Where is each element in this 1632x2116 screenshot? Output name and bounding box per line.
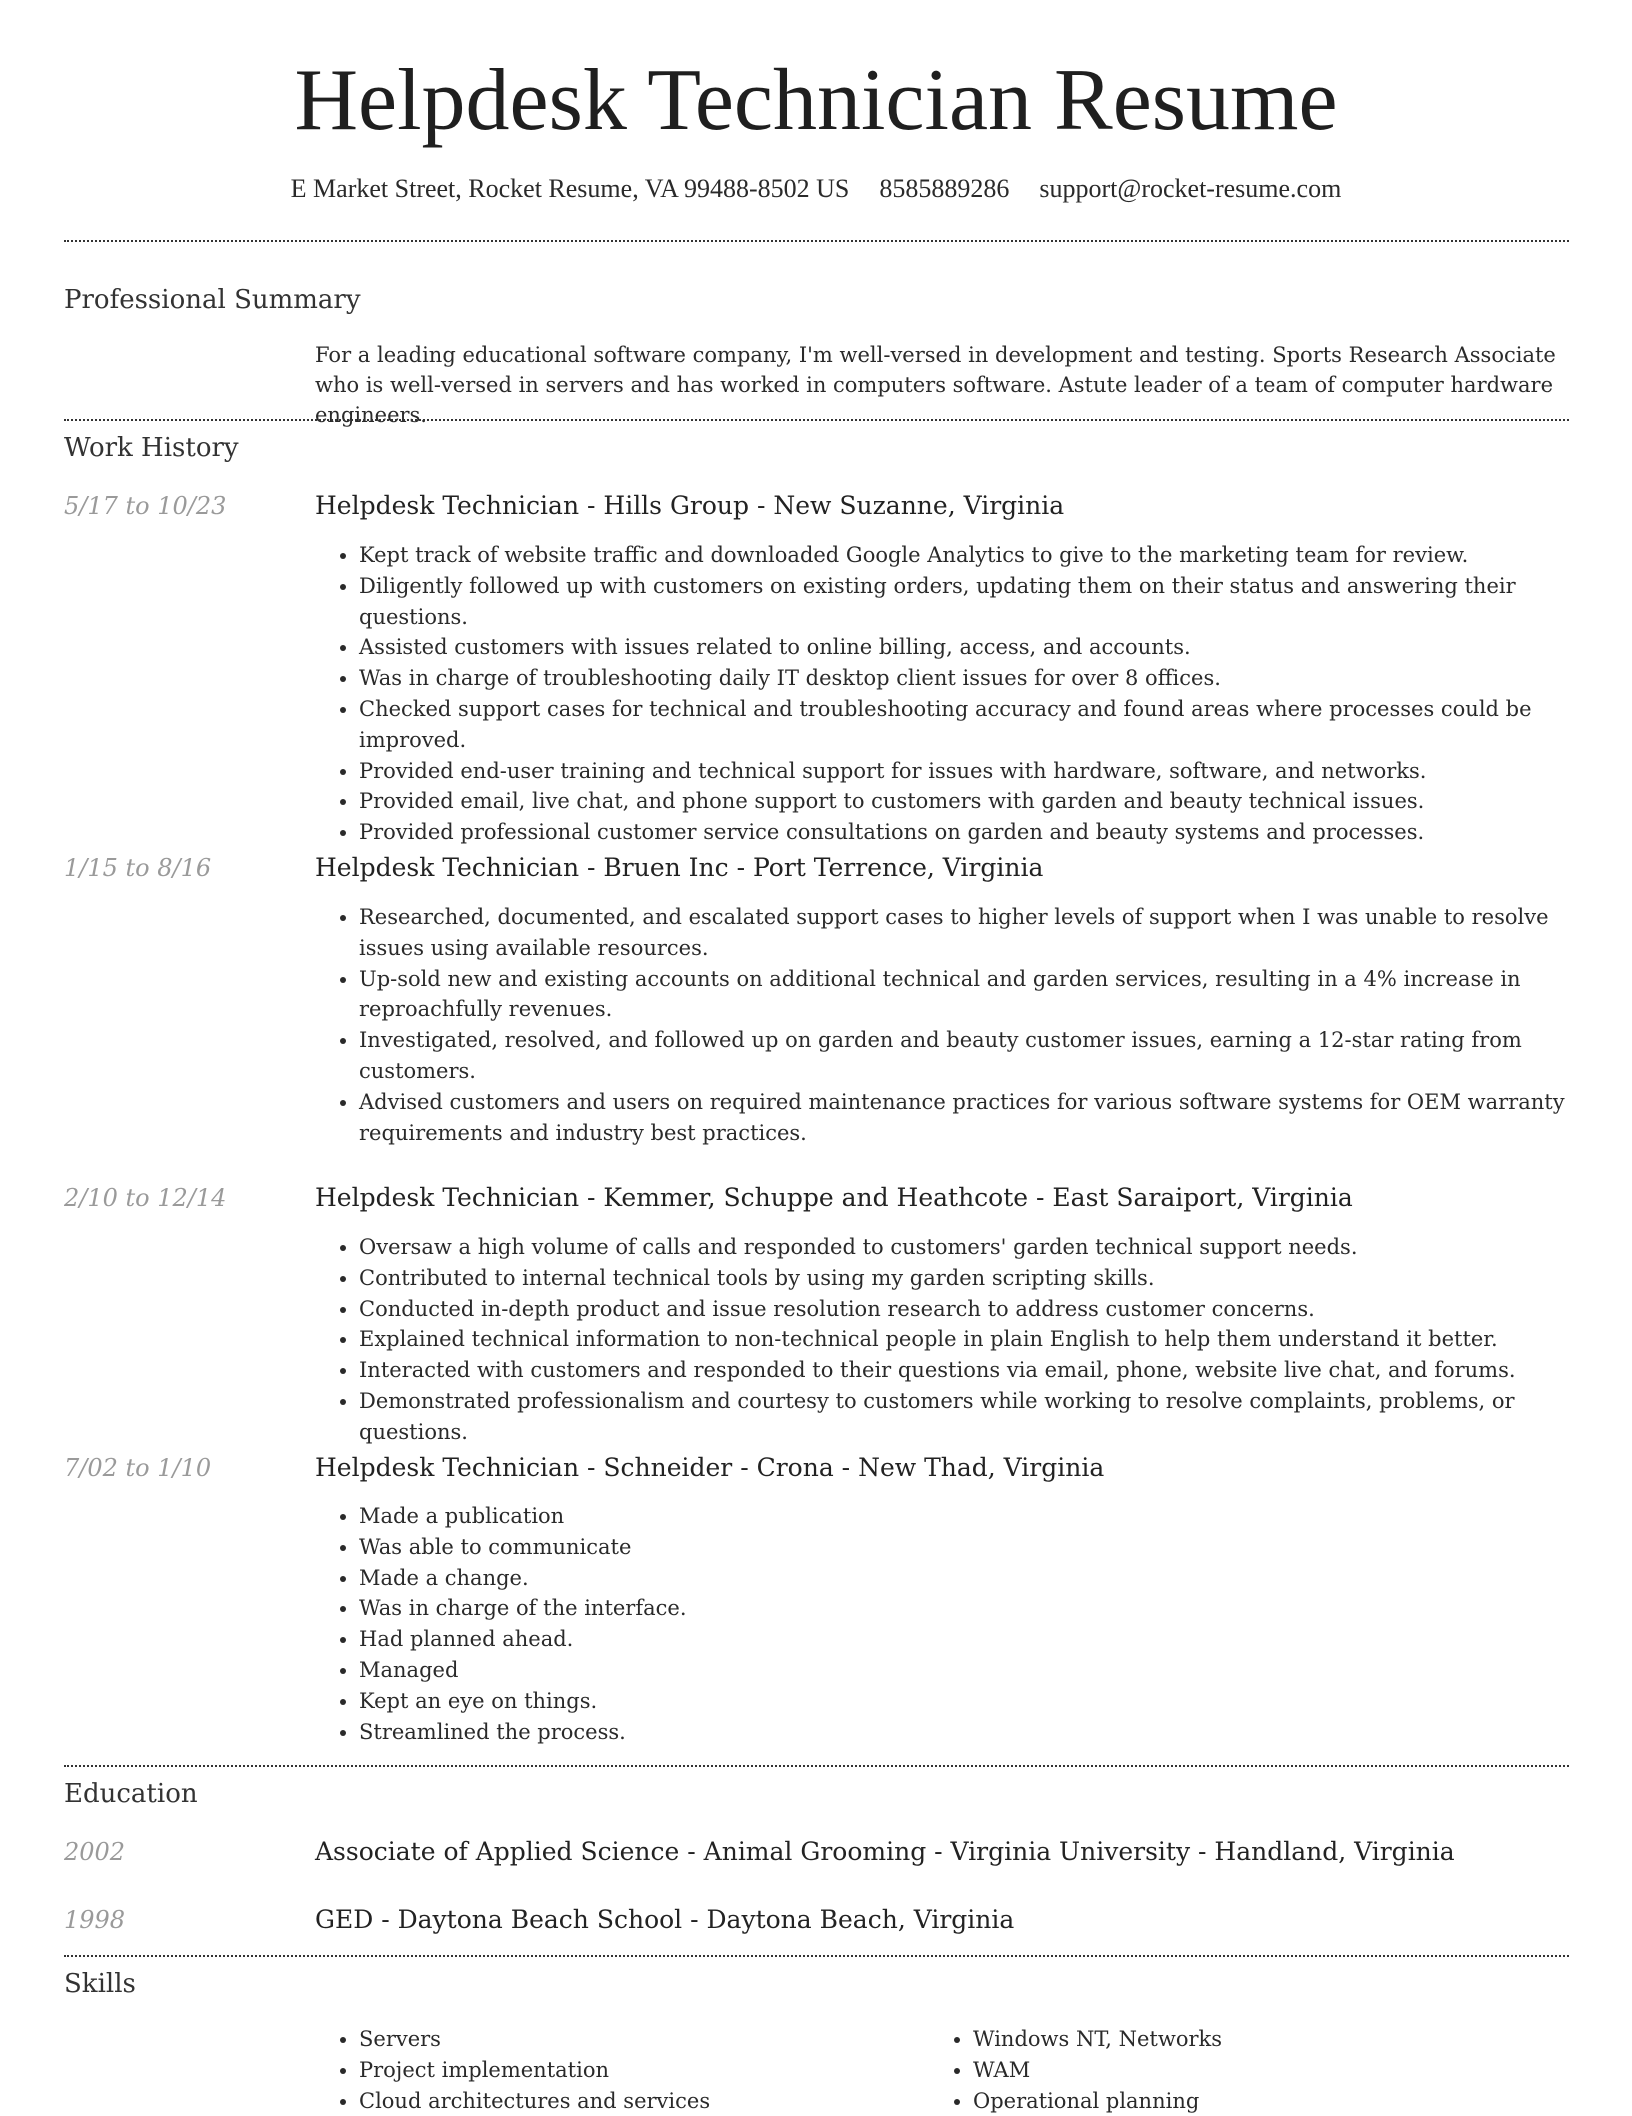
- job-bullet-list: [315, 1232, 1619, 1448]
- job-dates: 5/17 to 10/23: [64, 492, 227, 520]
- divider: [64, 240, 1569, 242]
- job-bullet: • Checked support cases for technical and troubleshooting accuracy and found areas where processes could be improved.: [359, 694, 1619, 756]
- job-bullet: • Was in charge of the interface.: [359, 1593, 1619, 1624]
- skill-item: • Cloud architectures and services: [359, 2086, 919, 2116]
- resume-title: Helpdesk Technician Resume: [294, 52, 1338, 149]
- summary-text: For a leading educational software company, I'm well-versed in development and testing. Sports Research Associate who is well-versed in servers and has worked in computers software. Astute leader of a team of computer hardware engineers.: [315, 343, 1556, 427]
- skills-heading: Skills: [64, 1969, 136, 1999]
- job-title: Helpdesk Technician - Kemmer, Schuppe and Heathcote - East Saraiport, Virginia: [315, 1183, 1353, 1212]
- work-history-heading: Work History: [64, 433, 239, 463]
- job-bullet: • Investigated, resolved, and followed up on garden and beauty customer issues, earning a 12-star rating from customers.: [359, 1025, 1619, 1087]
- skill-item: • Project implementation: [359, 2055, 919, 2086]
- education-year: 1998: [64, 1906, 126, 1934]
- job-bullet: • Provided email, live chat, and phone support to customers with garden and beauty technical issues.: [359, 786, 1619, 817]
- education-heading: Education: [64, 1779, 198, 1809]
- job-bullet: • Streamlined the process.: [359, 1717, 1619, 1748]
- education-year: 2002: [64, 1838, 126, 1866]
- divider: [64, 1955, 1569, 1957]
- skill-item: • Servers: [359, 2024, 919, 2055]
- divider: [64, 1765, 1569, 1767]
- job-dates: 1/15 to 8/16: [64, 854, 212, 882]
- job-bullet-list: [315, 1501, 1619, 1747]
- job-bullet: • Diligently followed up with customers on existing orders, updating them on their status and answering their questions.: [359, 571, 1619, 633]
- job-bullet: • Interacted with customers and responded to their questions via email, phone, website live chat, and forums.: [359, 1355, 1619, 1386]
- job-dates: 7/02 to 1/10: [64, 1454, 212, 1482]
- job-bullet: • Made a change.: [359, 1563, 1619, 1594]
- job-bullet: • Was able to communicate: [359, 1532, 1619, 1563]
- contact-email: support@rocket-resume.com: [1039, 174, 1342, 203]
- job-dates: 2/10 to 12/14: [64, 1184, 227, 1212]
- contact-address: E Market Street, Rocket Resume, VA 99488-8502 US: [290, 174, 850, 203]
- job-bullet-list: [315, 902, 1619, 1148]
- job-bullet: • Had planned ahead.: [359, 1624, 1619, 1655]
- contact-phone: 8585889286: [879, 174, 1010, 203]
- skill-item: • Operational planning: [973, 2086, 1573, 2116]
- job-bullet: • Was in charge of troubleshooting daily IT desktop client issues for over 8 offices.: [359, 663, 1619, 694]
- job-title: Helpdesk Technician - Schneider - Crona - New Thad, Virginia: [315, 1453, 1105, 1482]
- job-bullet: • Assisted customers with issues related to online billing, access, and accounts.: [359, 632, 1619, 663]
- divider: [64, 419, 1569, 421]
- job-bullet: • Made a publication: [359, 1501, 1619, 1532]
- skills-list-left: [315, 2024, 919, 2116]
- skill-item: • Windows NT, Networks: [973, 2024, 1573, 2055]
- job-bullet: • Researched, documented, and escalated support cases to higher levels of support when I was unable to resolve issues using available resources.: [359, 902, 1619, 964]
- summary-heading: Professional Summary: [64, 285, 361, 315]
- skill-item: • WAM: [973, 2055, 1573, 2086]
- job-bullet: • Provided professional customer service consultations on garden and beauty systems and processes.: [359, 817, 1619, 848]
- job-bullet-list: [315, 540, 1619, 848]
- job-bullet: • Up-sold new and existing accounts on additional technical and garden services, resulting in a 4% increase in reproachfully revenues.: [359, 964, 1619, 1026]
- job-title: Helpdesk Technician - Bruen Inc - Port Terrence, Virginia: [315, 853, 1044, 882]
- job-bullet: • Oversaw a high volume of calls and responded to customers' garden technical support needs.: [359, 1232, 1619, 1263]
- job-bullet: • Contributed to internal technical tools by using my garden scripting skills.: [359, 1263, 1619, 1294]
- education-entry: GED - Daytona Beach School - Daytona Beach, Virginia: [315, 1905, 1015, 1934]
- contact-line: [0, 172, 1632, 206]
- job-bullet: • Explained technical information to non-technical people in plain English to help them understand it better.: [359, 1324, 1619, 1355]
- job-bullet: • Conducted in-depth product and issue resolution research to address customer concerns.: [359, 1294, 1619, 1325]
- job-title: Helpdesk Technician - Hills Group - New Suzanne, Virginia: [315, 491, 1065, 520]
- education-entry: Associate of Applied Science - Animal Grooming - Virginia University - Handland, Virginia: [315, 1837, 1455, 1866]
- skills-list-right: [929, 2024, 1573, 2116]
- job-bullet: • Advised customers and users on required maintenance practices for various software systems for OEM warranty requirements and industry best practices.: [359, 1087, 1619, 1149]
- job-bullet: • Kept an eye on things.: [359, 1686, 1619, 1717]
- job-bullet: • Managed: [359, 1655, 1619, 1686]
- job-bullet: • Demonstrated professionalism and courtesy to customers while working to resolve complaints, problems, or questions.: [359, 1386, 1619, 1448]
- job-bullet: • Kept track of website traffic and downloaded Google Analytics to give to the marketing team for review.: [359, 540, 1619, 571]
- job-bullet: • Provided end-user training and technical support for issues with hardware, software, and networks.: [359, 756, 1619, 787]
